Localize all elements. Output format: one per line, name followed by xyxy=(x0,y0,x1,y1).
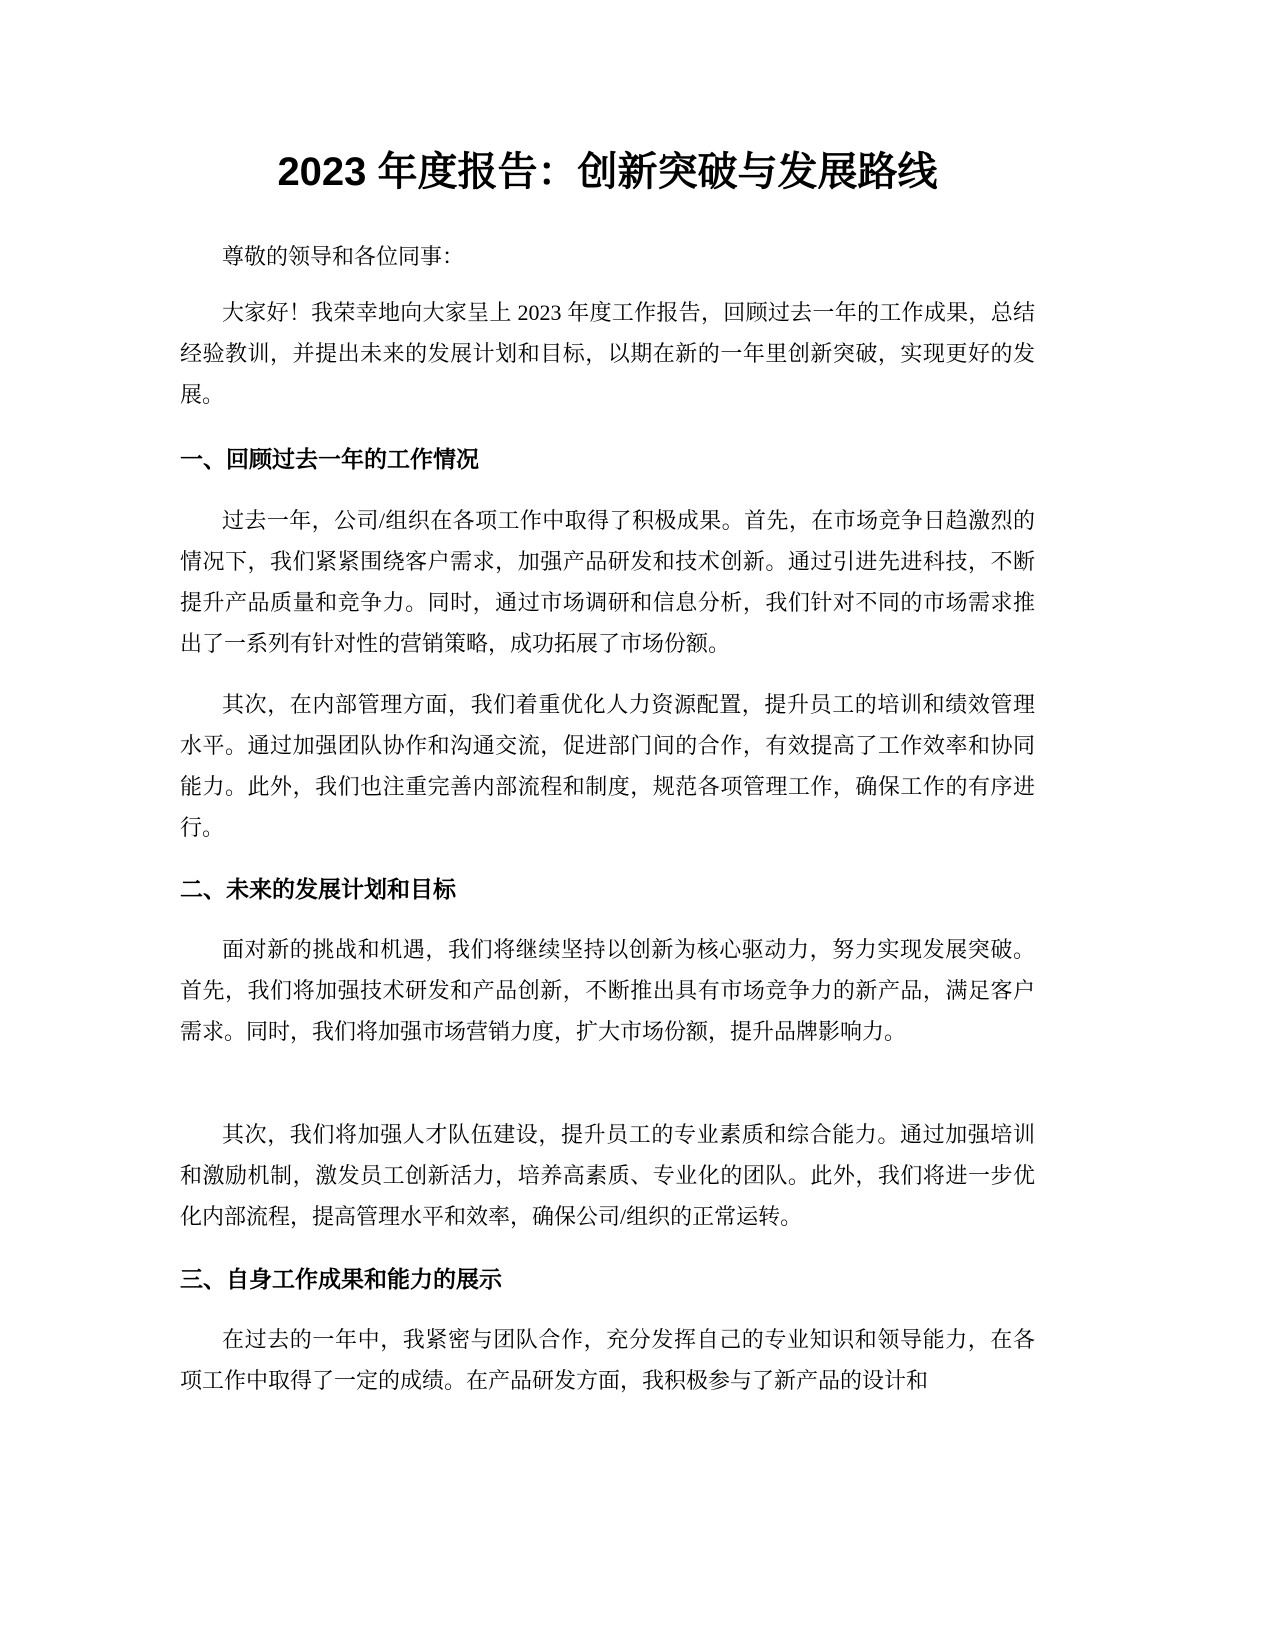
intro-paragraph: 大家好！我荣幸地向大家呈上 2023 年度工作报告，回顾过去一年的工作成果，总结经验教训，并提出未来的发展计划和目标，以期在新的一年里创新突破，实现更好的发展。 xyxy=(180,300,1035,407)
section-heading-2: 二、未来的发展计划和目标 xyxy=(180,876,456,902)
section-1-paragraph-1: 过去一年，公司/组织在各项工作中取得了积极成果。首先，在市场竞争日趋激烈的情况下，我们紧紧围绕客户需求，加强产品研发和技术创新。通过引进先进科技，不断提升产品质量和竞争力。同时，通过市场调研和信息分析，我们针对不同的市场需求推出了一系列有针对性的营销策略，成功拓展了市场份额。 xyxy=(180,508,1035,656)
salutation: 尊敬的领导和各位同事： xyxy=(222,244,465,269)
section-1-paragraph-2: 其次，在内部管理方面，我们着重优化人力资源配置，提升员工的培训和绩效管理水平。通过加强团队协作和沟通交流，促进部门间的合作，有效提高了工作效率和协同能力。此外，我们也注重完善内部流程和制度，规范各项管理工作，确保工作的有序进行。 xyxy=(180,692,1035,840)
section-3-paragraph-1: 在过去的一年中，我紧密与团队合作，充分发挥自己的专业知识和领导能力，在各项工作中取得了一定的成绩。在产品研发方面，我积极参与了新产品的设计和 xyxy=(180,1327,1035,1393)
section-2-paragraph-1: 面对新的挑战和机遇，我们将继续坚持以创新为核心驱动力，努力实现发展突破。首先，我们将加强技术研发和产品创新，不断推出具有市场竞争力的新产品，满足客户需求。同时，我们将加强市场营销力度，扩大市场份额，提升品牌影响力。 xyxy=(180,937,1035,1044)
section-2-paragraph-2: 其次，我们将加强人才队伍建设，提升员工的专业素质和综合能力。通过加强培训和激励机制，激发员工创新活力，培养高素质、专业化的团队。此外，我们将进一步优化内部流程，提高管理水平和效率，确保公司/组织的正常运转。 xyxy=(180,1122,1035,1229)
section-heading-1: 一、回顾过去一年的工作情况 xyxy=(180,446,479,472)
document-title: 2023 年度报告：创新突破与发展路线 xyxy=(277,150,938,194)
section-heading-3: 三、自身工作成果和能力的展示 xyxy=(180,1266,502,1292)
